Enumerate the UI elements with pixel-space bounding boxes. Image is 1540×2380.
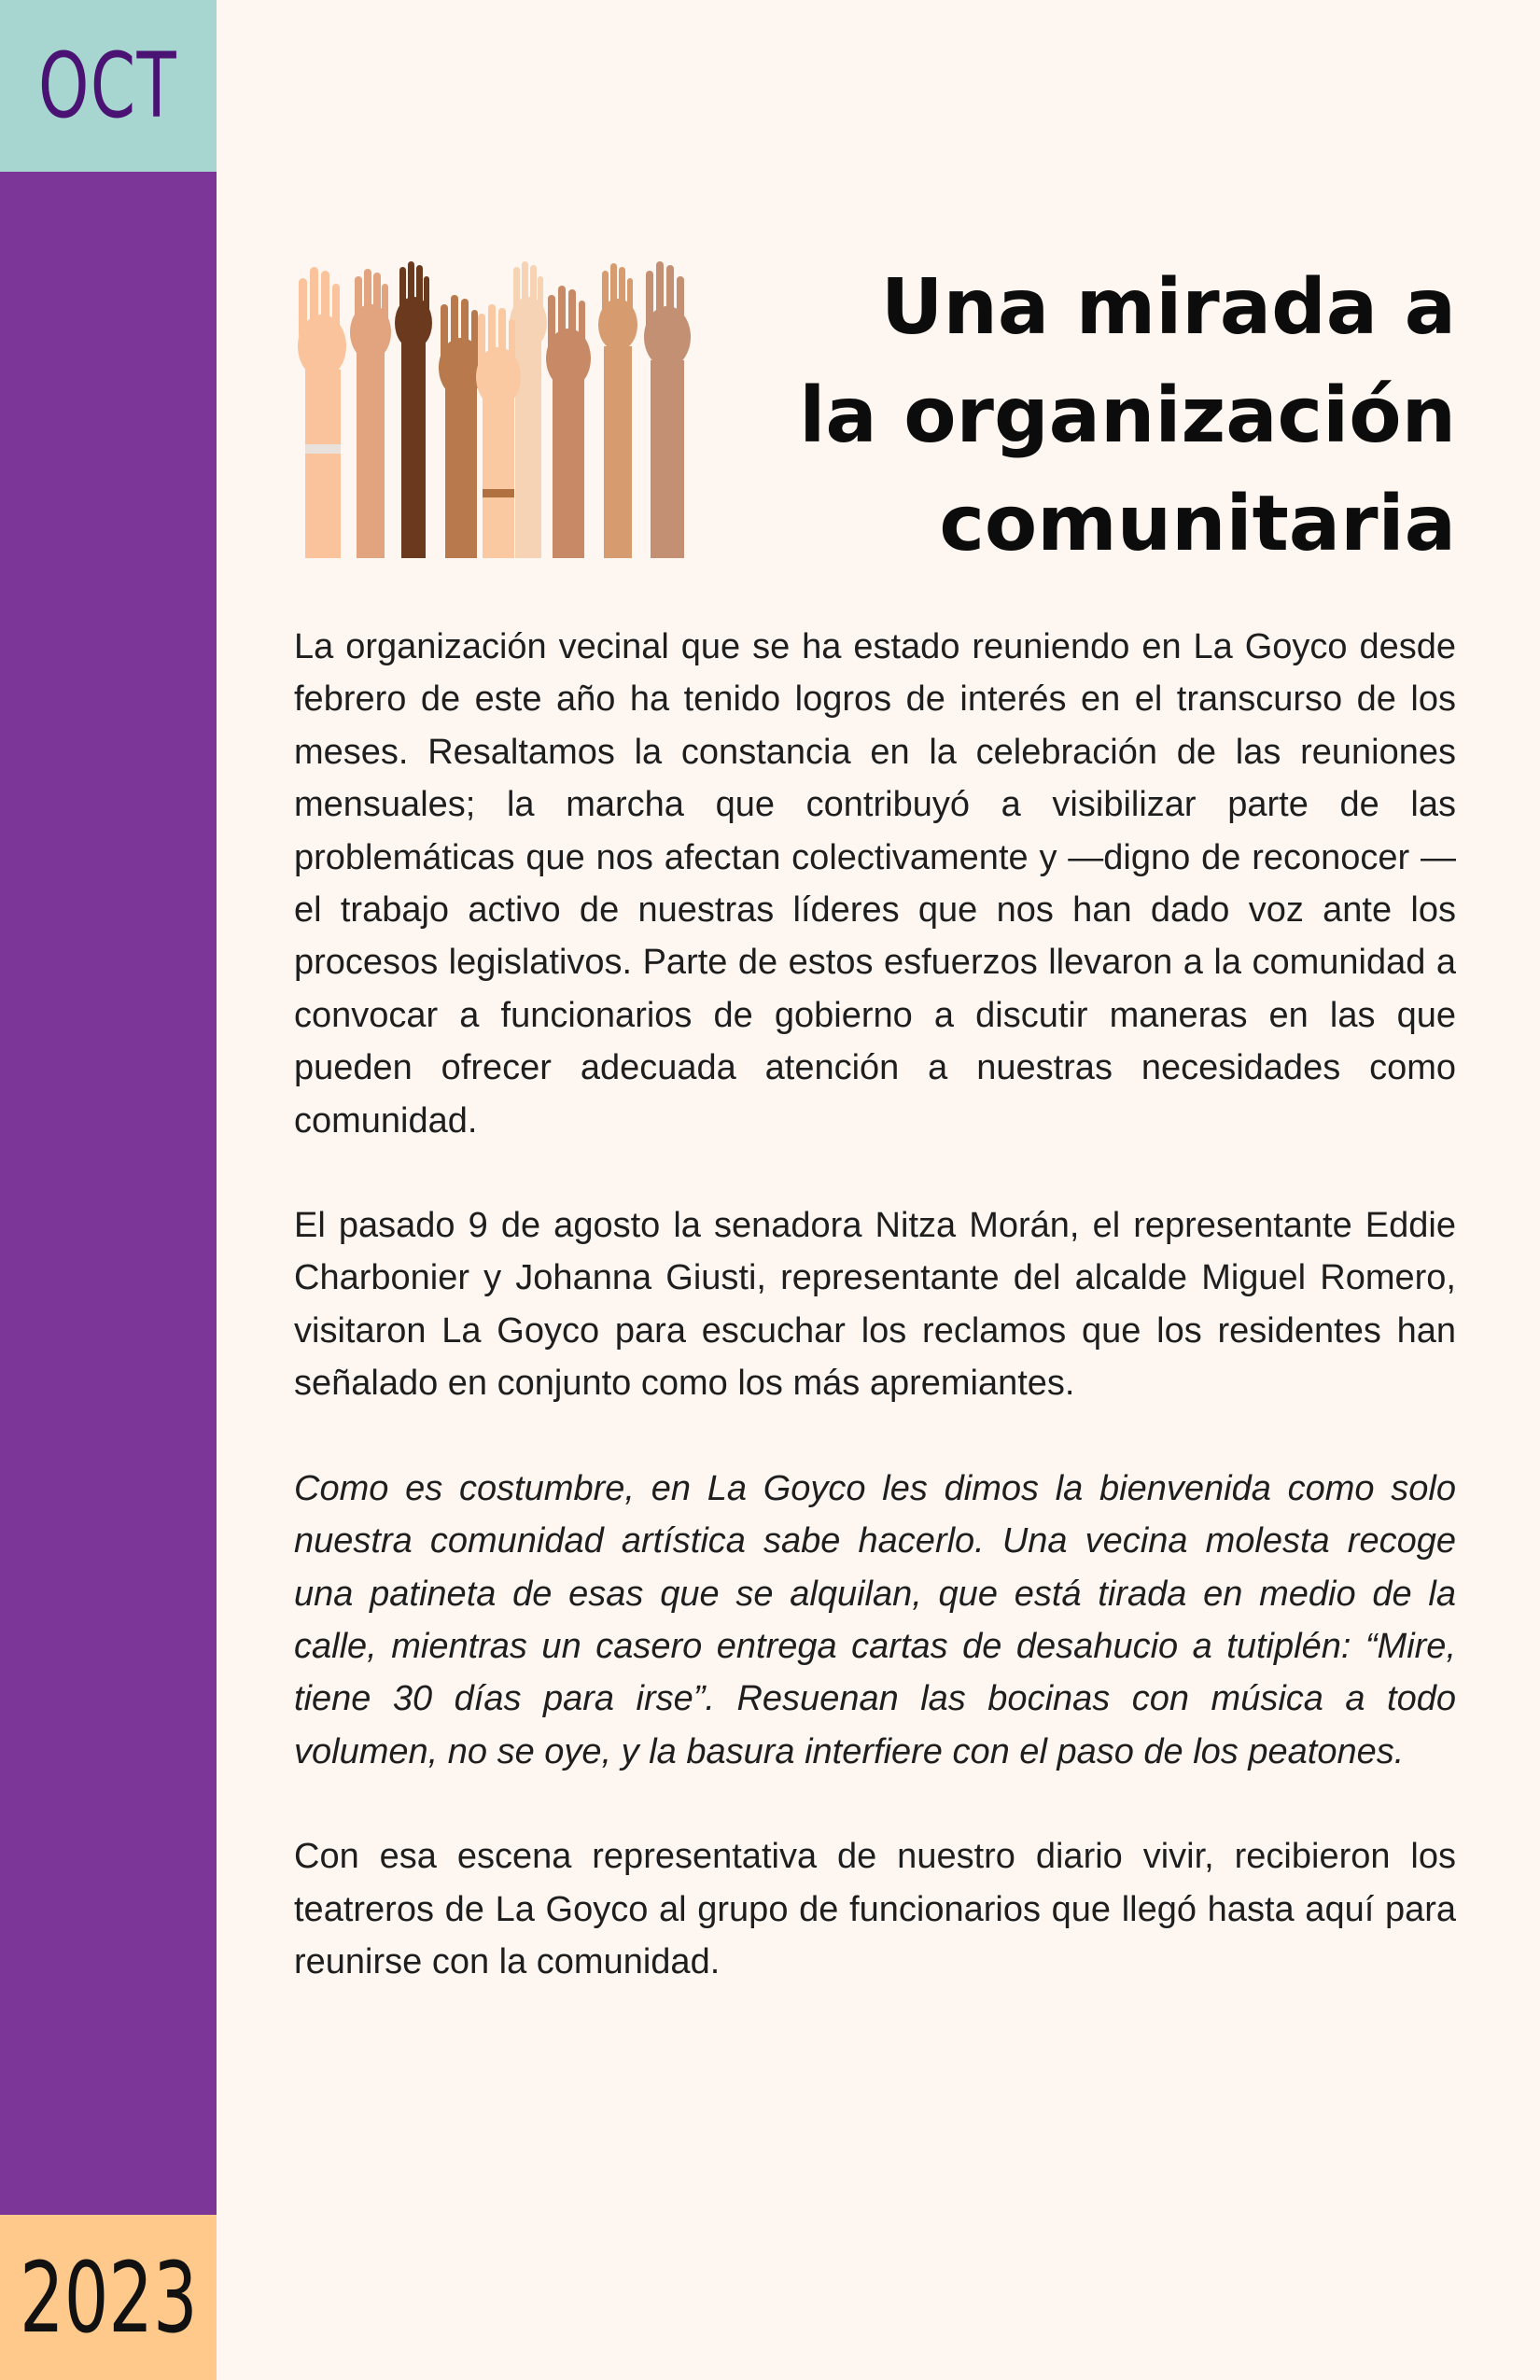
article-body xyxy=(294,621,1456,2040)
paragraph-4: Con esa escena representativa de nuestro diario vivir, recibieron los teatreros de La Goyco al grupo de funcionarios que llegó hasta aquí para reunirse con la comunidad. xyxy=(294,1837,1456,1981)
hand-front-3 xyxy=(476,304,521,558)
hand-back-2 xyxy=(395,261,432,558)
month-badge xyxy=(0,0,217,172)
paragraph-1: La organización vecinal que se ha estado reuniendo en La Goyco desde febrero de este año ha tenido logros de interés en el transcurso de los meses. Resaltamos la constancia en la celebración de las reuniones mensuales; la marcha que contribuyó a visibilizar parte de las problemáticas que nos afectan colectivamente y —digno de reconocer — el trabajo activo de nuestras líderes que nos han dado voz ante los procesos legislativos. Parte de estos esfuerzos llevaron a la comunidad a convocar a funcionarios de gobierno a discutir maneras en las que pueden ofrecer adecuada atención a nuestras necesidades como comunidad. xyxy=(294,627,1456,1141)
paragraph-2: El pasado 9 de agosto la senadora Nitza Morán, el representante Eddie Charbonier y Johanna Giusti, representante del alcalde Miguel Romero, visitaron La Goyco para escuchar los reclamos que los residentes han señalado en conjunto como los más apremiantes. xyxy=(294,1206,1456,1404)
sidebar-strip xyxy=(0,0,217,2380)
year-badge xyxy=(0,2215,217,2380)
hand-back-4 xyxy=(598,263,637,558)
hand-front-1 xyxy=(298,267,346,558)
title-line-3: comunitaria xyxy=(939,480,1456,568)
hand-front-5 xyxy=(644,261,691,558)
title-line-1: Una mirada a xyxy=(880,263,1456,352)
hand-front-2 xyxy=(439,295,483,558)
title-line-2: la organización xyxy=(799,371,1456,460)
raised-hands-icon xyxy=(291,258,711,558)
article-title xyxy=(719,254,1456,579)
hand-front-4 xyxy=(546,286,591,558)
month-label: OCT xyxy=(38,34,178,138)
year-label: 2023 xyxy=(19,2240,198,2355)
hand-back-3 xyxy=(510,261,547,558)
hand-back-1 xyxy=(350,269,391,558)
paragraph-3: Como es costumbre, en La Goyco les dimos la bienvenida como solo nuestra comunidad artística sabe hacerlo. Una vecina molesta recoge una patineta de esas que se alquilan, que está tirada en medio de la calle, mientras un casero entrega cartas de desahucio a tutiplén: “Mire, tiene 30 días para irse”. Resuenan las bocinas con música a todo volumen, no se oye, y la basura interfiere con el paso de los peatones. xyxy=(294,1468,1456,1771)
